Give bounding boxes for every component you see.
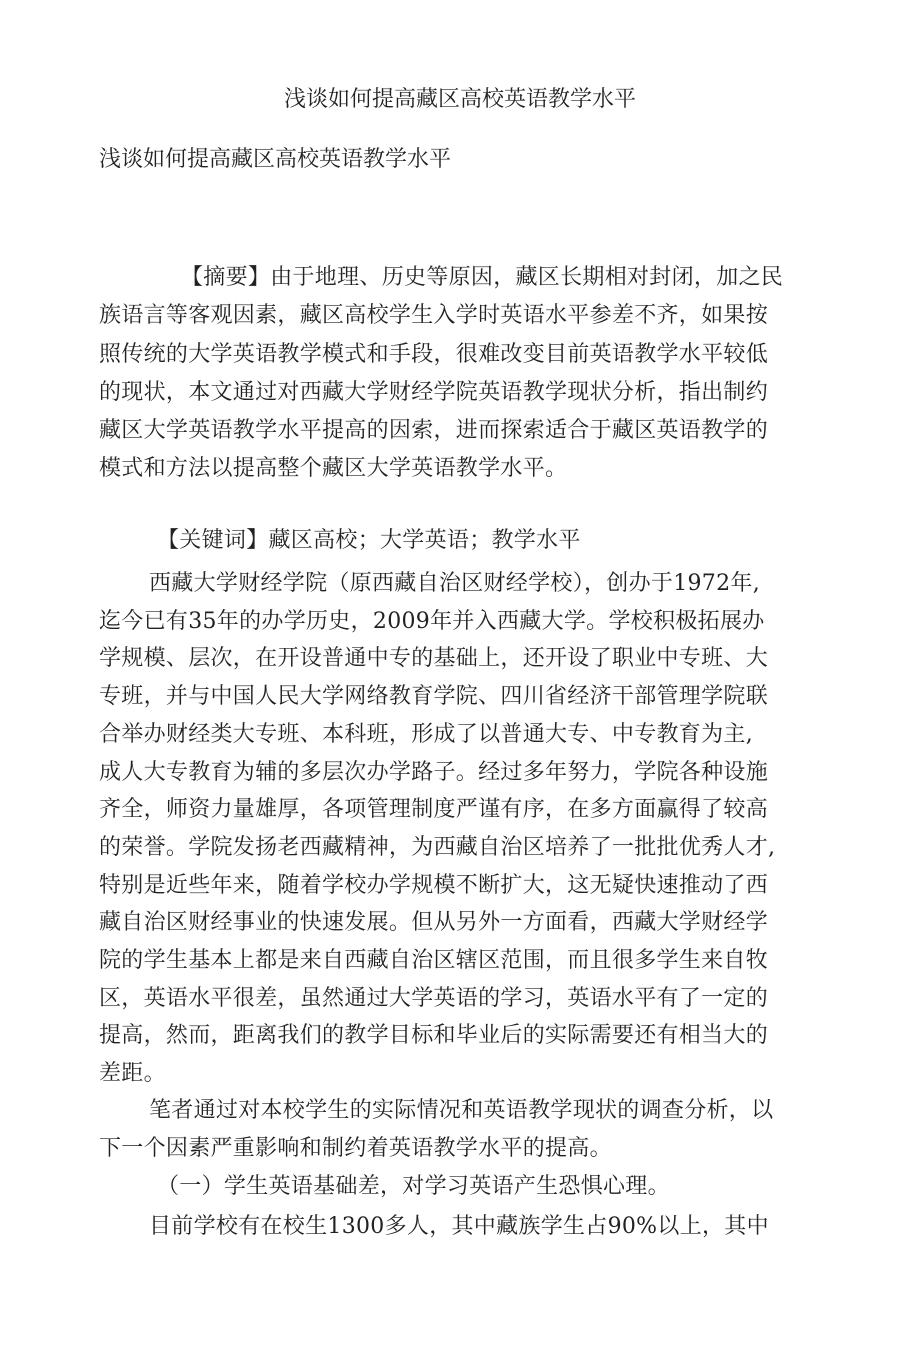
- abstract-line: 模式和方法以提高整个藏区大学英语教学水平。: [99, 456, 568, 482]
- document-title: 浅谈如何提高藏区高校英语教学水平: [283, 87, 636, 112]
- body-line: 合举办财经类大专班、本科班，形成了以普通大专、中专教育为主,: [99, 721, 753, 747]
- abstract-line: 【摘要】由于地理、历史等原因，藏区长期相对封闭，加之民: [181, 265, 784, 290]
- abstract-line: 藏区大学英语教学水平提高的因索，进而探索适合于藏区英语教学的: [99, 418, 769, 444]
- body-line: 齐全，师资力量雄厚，各项管理制度严谨有序，在多方面赢得了较高: [99, 797, 769, 823]
- body-line: 西藏大学财经学院（原西藏自治区财经学校），创办于1972年,: [149, 571, 760, 596]
- body-paragraph-students: [99, 1208, 811, 1246]
- body-line: 迄今已有35年的办学历史，2009年并入西藏大学。学校积极拓展办: [99, 608, 765, 634]
- body-line: 笔者通过对本校学生的实际情况和英语教学现状的调查分析，以: [149, 1098, 774, 1123]
- body-line: 学规模、层次，在开设普通中专的基础上，还开设了职业中专班、大: [99, 646, 769, 672]
- keywords-line: 【关键词】藏区高校；大学英语；教学水平: [157, 528, 581, 553]
- body-line: 提高，然而，距离我们的教学目标和毕业后的实际需要还有相当大的: [99, 1023, 769, 1049]
- abstract-line: 照传统的大学英语教学模式和手段，很难改变目前英语教学水平较低: [99, 341, 769, 367]
- body-line: 专班，并与中国人民大学网络教育学院、四川省经济干部管理学院联: [99, 684, 769, 710]
- body-line: 的荣誉。学院发扬老西藏精神，为西藏自治区培养了一批批优秀人才,: [99, 834, 776, 860]
- document-subtitle: 浅谈如何提高藏区高校英语教学水平: [99, 147, 452, 172]
- body-line: 差距。: [99, 1061, 166, 1087]
- body-paragraph-analysis: [99, 1092, 811, 1167]
- abstract-line: 的现状，本文通过对西藏大学财经学院英语教学现状分析，指出制约: [99, 379, 769, 405]
- body-line: 区，英语水平很差，虽然通过大学英语的学习，英语水平有了一定的: [99, 985, 769, 1011]
- body-line: 院的学生基本上都是来自西藏自治区辖区范围，而且很多学生来自牧: [99, 948, 769, 974]
- body-line: 下一个因素严重影响和制约着英语教学水平的提高。: [99, 1135, 612, 1161]
- body-line: 特别是近些年来，随着学校办学规模不断扩大，这无疑快速推动了西: [99, 872, 769, 898]
- body-paragraph-intro: [99, 565, 811, 1093]
- body-line: 目前学校有在校生1300多人，其中藏族学生占90%以上，其中: [149, 1214, 769, 1239]
- section-heading: （一）学生英语基础差，对学习英语产生恐惧心理。: [157, 1174, 670, 1199]
- body-line: 藏自治区财经事业的快速发展。但从另外一方面看，西藏大学财经学: [99, 910, 769, 936]
- abstract-line: 族语言等客观因素，藏区高校学生入学时英语水平参差不齐，如果按: [99, 303, 769, 329]
- body-line: 成人大专教育为辅的多层次办学路子。经过多年努力，学院各种设施: [99, 759, 769, 785]
- abstract-paragraph: [99, 259, 811, 489]
